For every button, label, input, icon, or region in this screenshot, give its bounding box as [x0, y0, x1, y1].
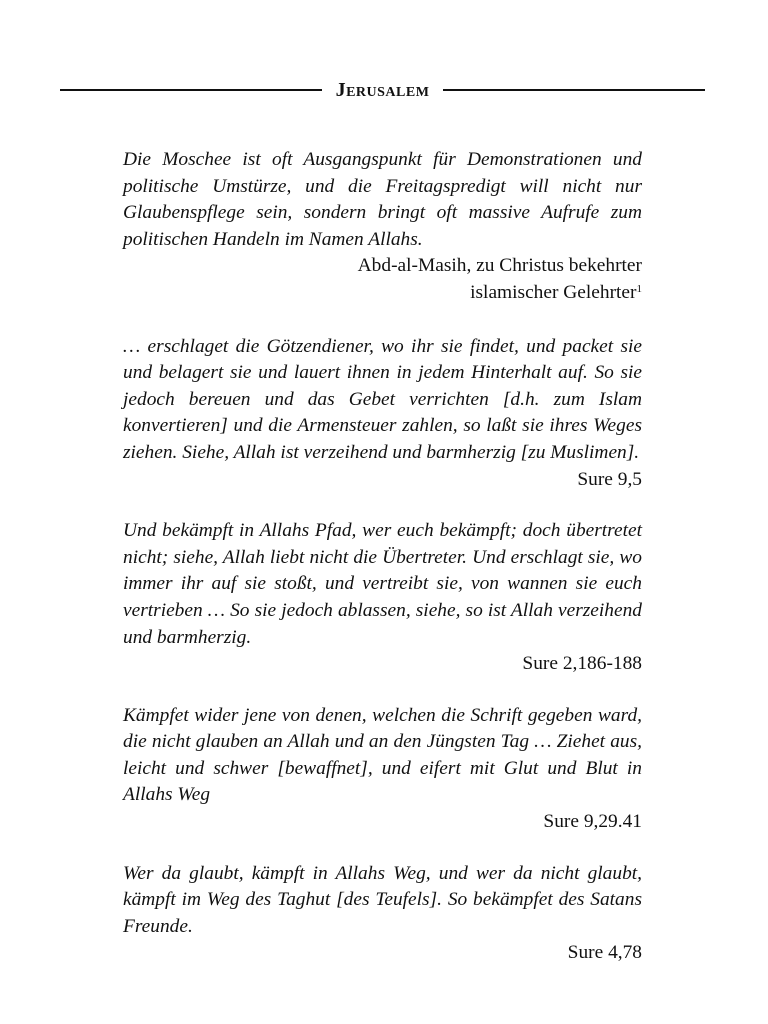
quote-text: Kämpfet wider jene von denen, welchen die Schrift gegeben ward, die nicht glauben an Allah und an den Jüngsten Tag … Ziehet aus, leicht und schwer [bewaffnet], und eifert mit Glut und Blut in Allahs Weg	[123, 704, 642, 806]
quote-source	[123, 253, 642, 280]
quote-source-line1: Abd-al-Masih, zu Christus bekehrter	[357, 255, 642, 277]
footnote-marker: 1	[636, 282, 642, 295]
quote-list	[123, 147, 642, 967]
header-rule-right	[443, 89, 705, 91]
quote-text: Wer da glaubt, kämpft in Allahs Weg, und wer da nicht glaubt, kämpft im Weg des Taghut [des Teufels]. So bekämpfet des Satans Freunde.	[123, 862, 642, 937]
page-title: Jerusalem	[335, 79, 430, 101]
quote-block-sure-9-5	[123, 334, 642, 494]
quote-source: Sure 9,29.41	[543, 811, 642, 833]
quote-source-line2: islamischer Gelehrter	[470, 281, 637, 303]
quote-text: … erschlaget die Götzendiener, wo ihr sie findet, und packet sie und belagert sie und lauert ihnen in jedem Hinterhalt auf. So sie jedoch bereuen und das Gebet verrichten [d.h. zum Islam konvertieren] und die Armensteuer zahlen, so laßt sie ihres Weges ziehen. Siehe, Allah ist verzeihend und barmherzig [zu Muslimen].	[123, 335, 642, 463]
quote-block-moschee	[123, 147, 642, 307]
quote-block-sure-4-78	[123, 861, 642, 967]
running-header	[60, 76, 705, 104]
header-rule-left	[60, 89, 322, 91]
quote-text: Die Moschee ist oft Ausgangspunkt für Demonstrationen und politische Umstürze, und die Freitagspredigt will nicht nur Glaubenspflege sein, sondern bringt oft massive Aufrufe zum politischen Handeln im Namen Allahs.	[123, 149, 642, 250]
quote-block-sure-2-186	[123, 518, 642, 678]
quote-text: Und bekämpft in Allahs Pfad, wer euch bekämpft; doch übertretet nicht; siehe, Allah liebt nicht die Übertreter. Und erschlagt sie, wo immer ihr auf sie stoßt, und vertreibt sie, von wannen sie euch vertrieben … So sie jedoch ablassen, siehe, so ist Allah verzeihend und barmherzig.	[123, 520, 642, 648]
quote-source: Sure 9,5	[577, 468, 642, 490]
quote-source: Sure 2,186-188	[522, 653, 642, 675]
quote-source: Sure 4,78	[567, 942, 642, 964]
quote-source	[123, 280, 642, 307]
quote-block-sure-9-29	[123, 703, 642, 836]
